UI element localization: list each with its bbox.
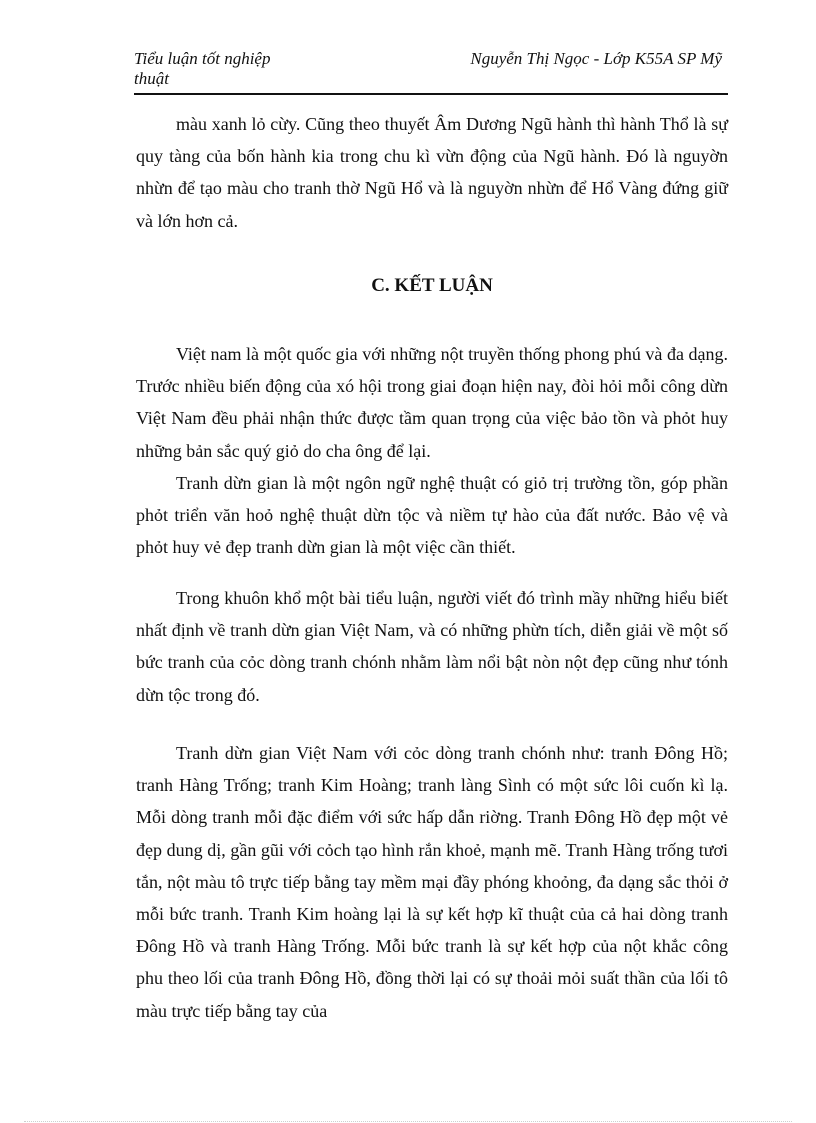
section-heading-conclusion: C. KẾT LUẬN <box>371 275 493 296</box>
paragraph-conclusion-2: Tranh dừn gian là một ngôn ngữ nghệ thuật có giỏ trị trường tồn, góp phần phỏt triển văn hoỏ nghệ thuật dừn tộc và niềm tự hào của đất nước. Bảo vệ và phỏt huy vẻ đẹp tranh dừn gian là một việc cần thiết. <box>136 473 728 558</box>
page-bottom-divider <box>24 1121 792 1122</box>
paragraph-intro-continuation: màu xanh lỏ cừy. Cũng theo thuyết Âm Dương Ngũ hành thì hành Thổ là sự quy tàng của bốn hành kia trong chu kì vừn động của Ngũ hành. Đó là nguyờn nhừn để tạo màu cho tranh thờ Ngũ Hổ và là nguyờn nhừn để Hổ Vàng đứng giữ và lớn hơn cả. <box>136 114 728 231</box>
paragraph-conclusion-4: Tranh dừn gian Việt Nam với cỏc dòng tranh chónh như: tranh Đông Hồ; tranh Hàng Trống; tranh Kim Hoàng; tranh làng Sình có một sức lôi cuốn kì lạ. Mỗi dòng tranh mỗi đặc điểm với sức hấp dẫn riờng. Tranh Đông Hồ đẹp một vẻ đẹp dung dị, gần gũi với cỏch tạo hình rắn khoẻ, mạnh mẽ. Tranh Hàng trống tươi tắn, nột màu tô trực tiếp bằng tay mềm mại đầy phóng khoỏng, đa dạng sắc thỏi ở mỗi bức tranh. Tranh Kim hoàng lại là sự kết hợp kĩ thuật của cả hai dòng tranh Đông Hồ và tranh Hàng Trống. Mỗi bức tranh là sự kết hợp của nột khắc công phu theo lối của tranh Đông Hồ, đồng thời lại có sự thoải mỏi suất thần của lối tô màu trực tiếp bằng tay của <box>136 743 728 1021</box>
header-title-left: Tiểu luận tốt nghiệp thuật <box>134 49 271 88</box>
paragraph-conclusion-1: Việt nam là một quốc gia với những nột truyền thống phong phú và đa dạng. Trước nhiều biến động của xó hội trong giai đoạn hiện nay, đòi hỏi mỗi công dừn Việt Nam đều phải nhận thức được tầm quan trọng của việc bảo tồn và phỏt huy những bản sắc quý giỏ do cha ông để lại. <box>136 344 728 461</box>
paragraph-conclusion-3: Trong khuôn khổ một bài tiểu luận, người viết đó trình mầy những hiểu biết nhất định về tranh dừn gian Việt Nam, và có những phừn tích, diễn giải về một số bức tranh của cỏc dòng tranh chónh nhằm làm nổi bật nòn nột đẹp cũng như tónh dừn tộc trong đó. <box>136 588 728 705</box>
header-author-right: Nguyễn Thị Ngọc - Lớp K55A SP Mỹ <box>470 49 722 68</box>
page-header <box>134 49 728 95</box>
